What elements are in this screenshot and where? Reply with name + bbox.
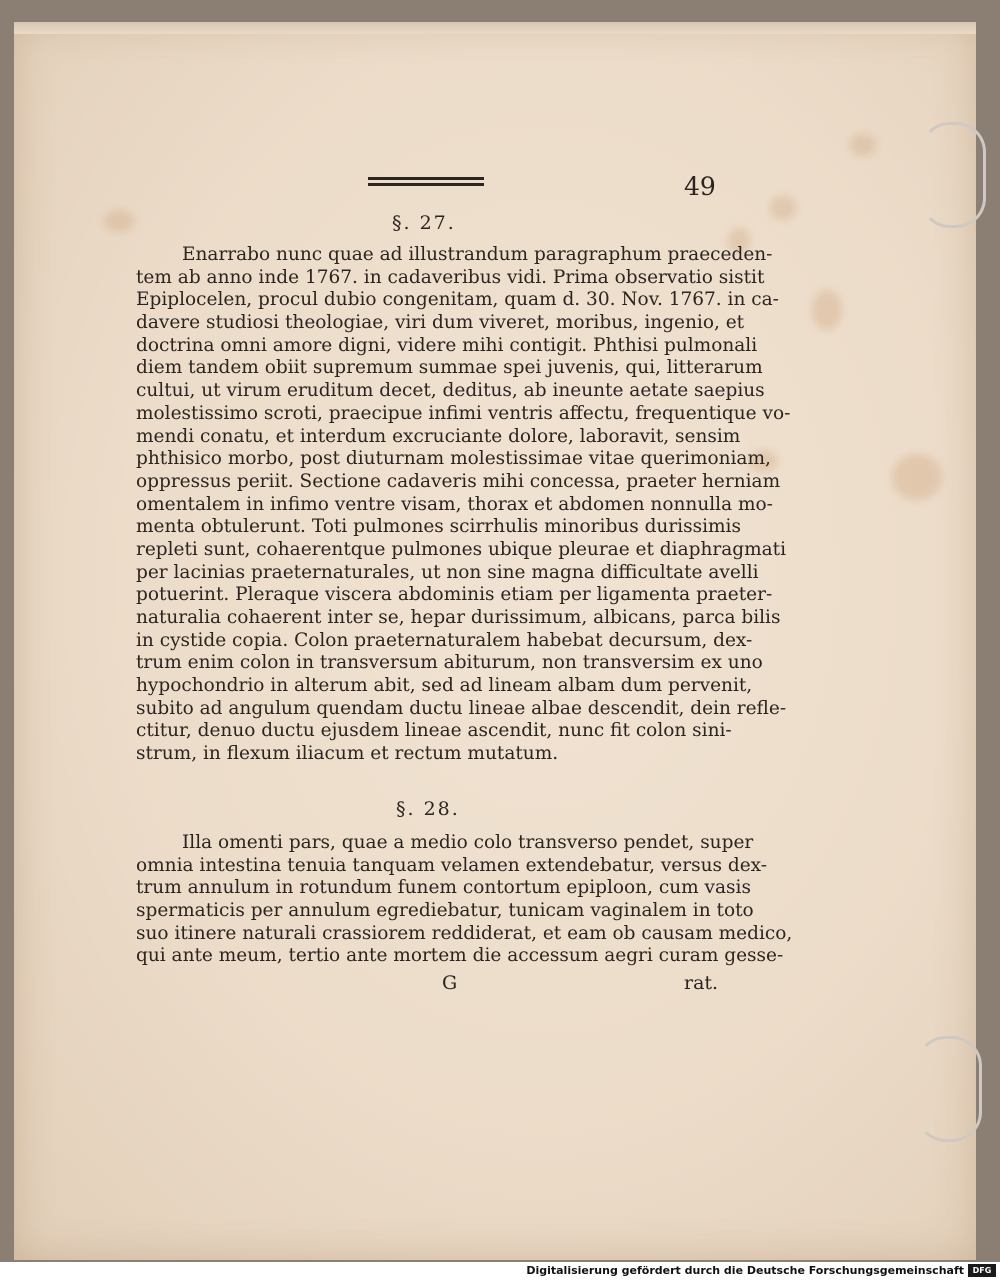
text-line: mendi conatu, et interdum excruciante dolore, laboravit, sensim <box>136 425 741 447</box>
foxing-stain <box>850 134 876 156</box>
text-line: menta obtulerunt. Toti pulmones scirrhulis minoribus durissimis <box>136 516 741 538</box>
text-line: tem ab anno inde 1767. in cadaveribus vidi. Prima observatio sistit <box>136 266 765 288</box>
foxing-stain <box>892 454 942 500</box>
text-line: phthisico morbo, post diuturnam molestissimae vitae querimoniam, <box>136 448 771 470</box>
paper-clip-top <box>920 122 986 228</box>
footer-credit: Digitalisierung gefördert durch die Deutsche Forschungsgemeinschaft <box>526 1264 964 1277</box>
text-line: strum, in flexum iliacum et rectum mutatum. <box>136 743 559 765</box>
page-top-edge <box>14 22 976 34</box>
text-line: cultui, ut virum eruditum decet, deditus, ab ineunte aetate saepius <box>136 380 765 402</box>
foxing-stain <box>104 210 134 232</box>
text-line: davere studiosi theologiae, viri dum viveret, moribus, ingenio, et <box>136 312 745 334</box>
text-line: trum enim colon in transversum abiturum, non transversim ex uno <box>136 652 763 674</box>
signature-mark: G <box>442 972 458 994</box>
text-line: molestissimo scroti, praecipue infimi ventris affectu, frequentique vo- <box>136 402 791 424</box>
section-27-text <box>136 244 791 766</box>
text-line: naturalia cohaerent inter se, hepar durissimum, albicans, parca bilis <box>136 607 781 628</box>
section-heading-27: §. 27. <box>392 212 456 234</box>
text-line: omnia intestina tenuia tanquam velamen extendebatur, versus dex- <box>136 854 768 876</box>
digitization-footer <box>0 1262 1000 1280</box>
text-line: repleti sunt, cohaerentque pulmones ubique pleurae et diaphragmati <box>136 538 786 560</box>
text-line: omentalem in infimo ventre visam, thorax et abdomen nonnulla mo- <box>136 493 773 515</box>
text-line: spermaticis per annulum egrediebatur, tunicam vaginalem in toto <box>136 900 754 922</box>
foxing-stain <box>770 196 796 220</box>
text-line: oppressus periit. Sectione cadaveris mihi concessa, praeter herniam <box>136 470 781 492</box>
text-line: subito ad angulum quendam ductu lineae albae descendit, dein refle- <box>136 697 787 719</box>
section-heading-28: §. 28. <box>396 798 460 820</box>
catchword: rat. <box>684 972 719 994</box>
dfg-logo: DFG <box>968 1264 996 1277</box>
text-line: qui ante meum, tertio ante mortem die accessum aegri curam gesse- <box>136 945 784 967</box>
text-line: suo itinere naturali crassiorem reddiderat, et eam ob causam medico, <box>136 922 793 944</box>
text-line: per lacinias praeternaturales, ut non sine magna difficultate avelli <box>136 561 759 583</box>
text-line: Epiplocelen, procul dubio congenitam, quam d. 30. Nov. 1767. in ca- <box>136 289 779 311</box>
text-line: doctrina omni amore digni, videre mihi contigit. Phthisi pulmonali <box>136 334 758 356</box>
ornamental-rule <box>368 183 484 186</box>
section-28-text <box>136 832 793 968</box>
text-line: hypochondrio in alterum abit, sed ad lineam albam dum pervenit, <box>136 675 753 697</box>
ornamental-rule <box>368 177 484 180</box>
text-line: Illa omenti pars, quae a medio colo transverso pendet, super <box>182 832 754 853</box>
text-line: ctitur, denuo ductu ejusdem lineae ascendit, nunc fit colon sini- <box>136 720 732 742</box>
foxing-stain <box>812 290 842 330</box>
text-line: potuerint. Pleraque viscera abdominis etiam per ligamenta praeter- <box>136 584 773 606</box>
text-line: in cystide copia. Colon praeternaturalem habebat decursum, dex- <box>136 629 753 651</box>
text-line: diem tandem obiit supremum summae spei juvenis, qui, litterarum <box>136 357 763 379</box>
text-line: trum annulum in rotundum funem contortum epiploon, cum vasis <box>136 877 751 899</box>
text-line: Enarrabo nunc quae ad illustrandum paragraphum praeceden- <box>182 244 773 265</box>
page-number: 49 <box>684 172 716 201</box>
paper-clip-bottom <box>916 1036 982 1142</box>
